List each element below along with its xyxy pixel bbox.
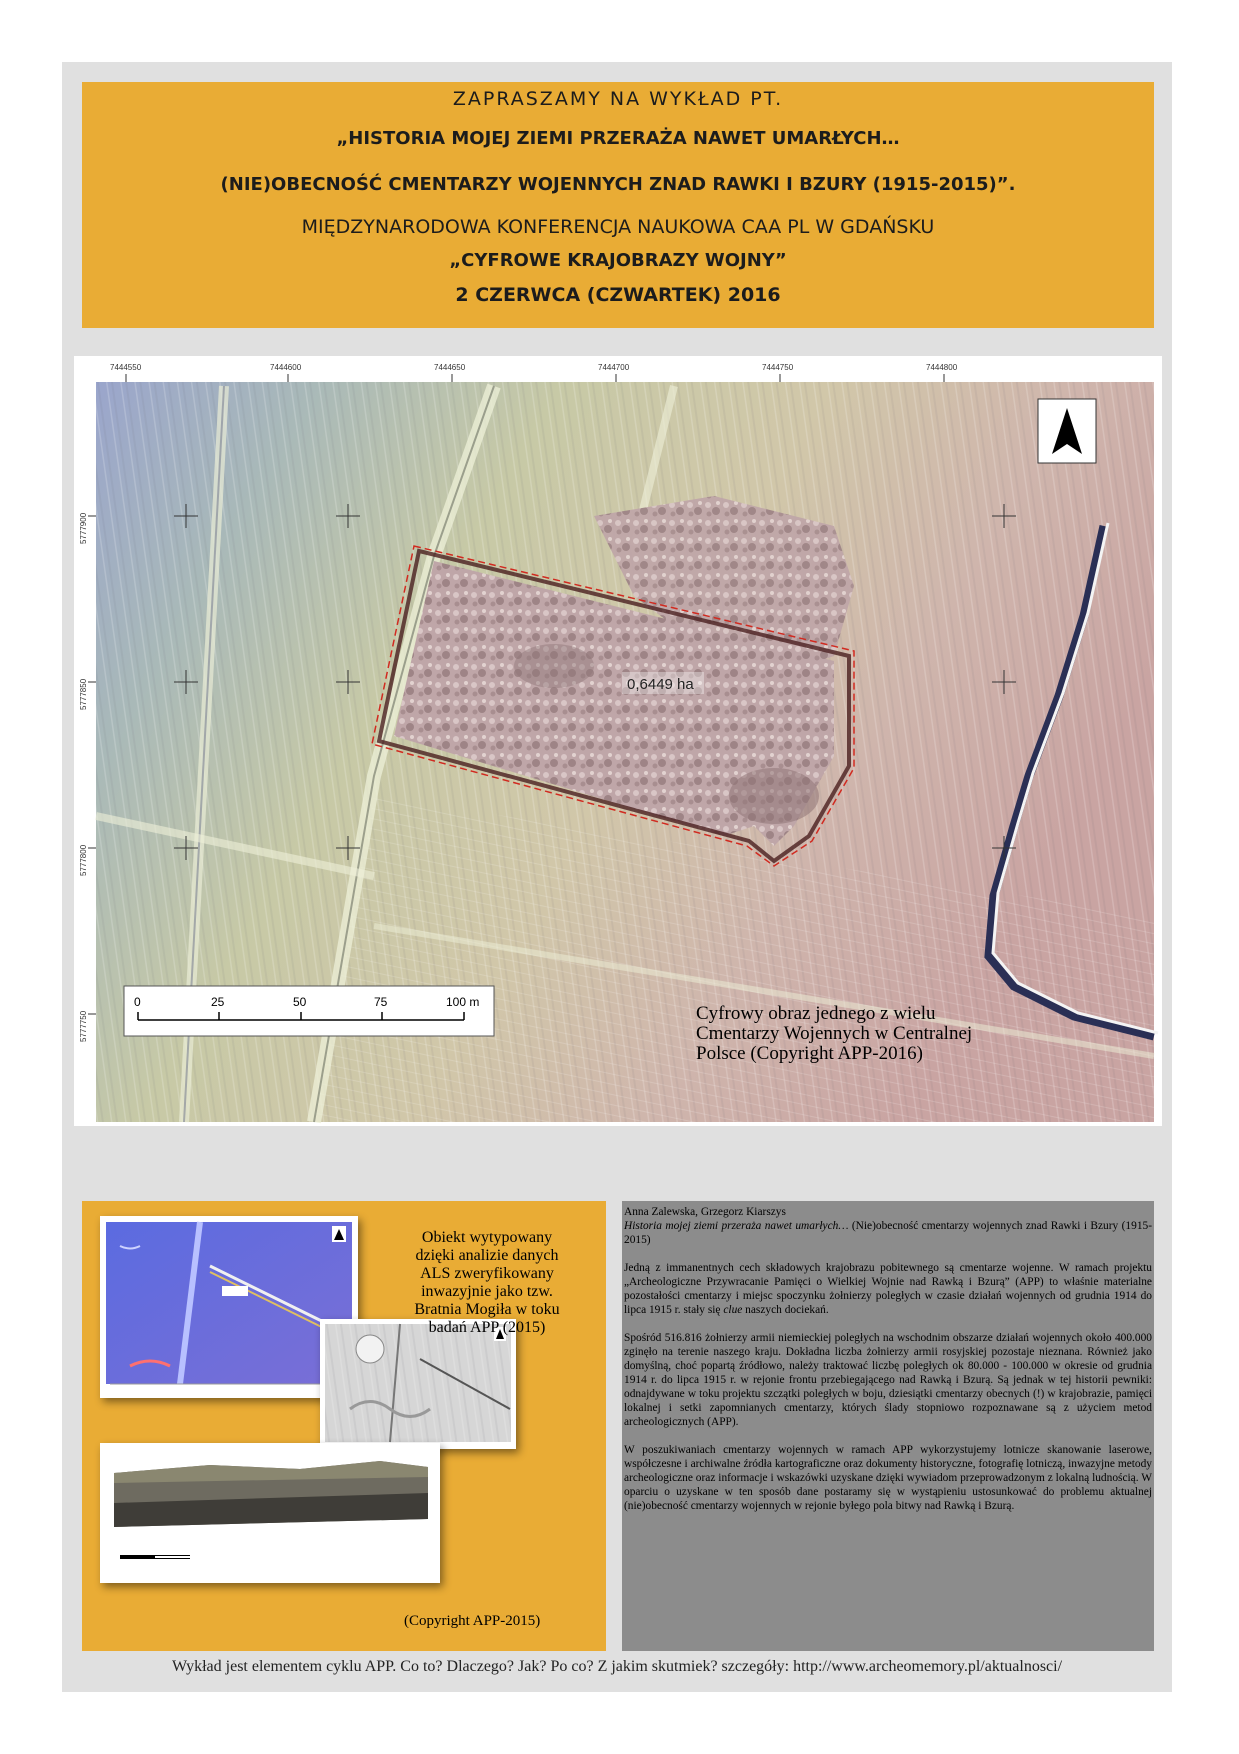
- conference-name: MIĘDZYNARODOWA KONFERENCJA NAUKOWA CAA PL W GDAŃSKU: [301, 216, 935, 238]
- map-caption: Cyfrowy obraz jednego z wielu Cmentarzy Wojennych w Centralnej Polsce (Copyright APP-2016): [696, 1003, 973, 1064]
- lecture-title-line1: „HISTORIA MOJEJ ZIEMI PRZERAŻA NAWET UMARŁYCH…: [336, 128, 900, 149]
- photo-panel: [82, 1201, 606, 1651]
- poster: [62, 62, 1172, 1692]
- article-paragraph-3: W poszukiwaniach cmentarzy wojennych w ramach APP wykorzystujemy lotnicze skanowanie laserowe, współczesne i archiwalne źródła kartograficzne oraz dokumenty historyczne, fotografię lotniczą, inwazyjne metody archeologiczne oraz informacje i wskazówki uzyskane dzięki wywiadom przeprowadzonym z lokalną ludnością. W oparciu o uzyskane w ten sposób dane postaramy się w wystąpieniu ustosunkować do problemu aktualnej (nie)obecność cmentarzy wojennych w rejonie byłego pola bitwy nad Rawką i Bzurą.: [624, 1444, 1152, 1512]
- x-tick-label: 7444550: [110, 363, 142, 372]
- x-tick-label: 7444700: [598, 363, 630, 372]
- event-date: 2 CZERWCA (CZWARTEK) 2016: [455, 284, 781, 306]
- panel-copyright: (Copyright APP-2015): [404, 1613, 541, 1629]
- scale-label: 100 m: [446, 995, 480, 1009]
- y-tick-label: 5777850: [79, 678, 88, 710]
- header-banner: [82, 82, 1154, 328]
- article-paragraph-1: Jedną z immanentnych cech składowych krajobrazu pobitewnego są cmentarze wojenne. W ramach projektu „Archeologiczne Przywracanie Pamięci o Wielkiej Wojnie nad Rawką i Bzurą” (APP) to właśnie materialne pozostałości cmentarzy i miejsc spoczynku żołnierzy poległych w czasie działań wojennych od grudnia 1914 do lipca 1915 r. stały się clue naszych dociekań.: [624, 1262, 1152, 1316]
- x-tick-label: 7444600: [270, 363, 302, 372]
- lidar-map: [74, 356, 1162, 1126]
- scale-bar: [124, 986, 494, 1036]
- y-tick-label: 5777800: [79, 844, 88, 876]
- article-text: [622, 1201, 1154, 1651]
- y-tick-label: 5777900: [79, 512, 88, 544]
- scale-label: 25: [211, 995, 225, 1009]
- x-tick-label: 7444650: [434, 363, 466, 372]
- y-tick-label: 5777750: [79, 1010, 88, 1042]
- scale-label: 50: [293, 995, 307, 1009]
- article-title-italic: Historia mojej ziemi przeraża nawet umarłych…: [624, 1220, 849, 1232]
- lecture-title-line2: (NIE)OBECNOŚĆ CMENTARZY WOJENNYCH ZNAD RAWKI I BZURY (1915-2015)”.: [220, 174, 1016, 195]
- panel-caption: Obiekt wytypowany dzięki analizie danych ALS zweryfikowany inwazyjnie jako tzw. Bratnia Mogiła w toku badań APP (2015): [414, 1229, 560, 1336]
- x-tick-label: 7444750: [762, 363, 794, 372]
- y-axis: [79, 512, 96, 1042]
- x-axis: [110, 363, 958, 382]
- area-label: 0,6449 ha: [627, 676, 694, 693]
- article-title: [624, 1219, 1152, 1247]
- article-authors: Anna Zalewska, Grzegorz Kiarszys: [624, 1206, 786, 1218]
- scale-label: 75: [374, 995, 388, 1009]
- footer-note: Wykład jest elementem cyklu APP. Co to? Dlaczego? Jak? Po co? Z jakim skutmiek? szczegóły: http://www.archeomemory.pl/aktualnosci/: [171, 1658, 1063, 1675]
- scale-label: 0: [134, 995, 141, 1009]
- greyscale-relief-image: [320, 1319, 516, 1449]
- article-paragraph-2: Spośród 516.816 żołnierzy armii niemieckiej poległych na wschodnim obszarze działań wojennych około 400.000 zginęło na terenie naszego kraju. Dokładna liczba żołnierzy armii rosyjskiej pozostaje nieznana. Również jako domyślną, choć popartą źródłowo, należy traktować liczbę poległych ok 80.000 - 100.000 w okresie od grudnia 1914 r. do lipca 1915 r. w rejonie frontu przebiegającego nad Rawką i Bzurą. Są jednak w tej historii pewniki: odnajdywane w toku projektu szczątki poległych w boju, dziesiątki cmentarzy obecnych (!) w krajobrazie, pamięci lokalnej i setki zapomnianych cmentarzy, których ślady stopniowo rozpoznawane są z użyciem metod archeologicznych (APP).: [624, 1332, 1152, 1428]
- conference-title: „CYFROWE KRAJOBRAZY WOJNY”: [449, 250, 787, 271]
- north-arrow-icon: [1038, 399, 1096, 463]
- x-tick-label: 7444800: [926, 363, 958, 372]
- excavation-photo: [100, 1443, 440, 1583]
- invite-line: ZAPRASZAMY NA WYKŁAD PT.: [452, 88, 784, 110]
- article-title-rest: (Nie)obecność cmentarzy wojennych znad Rawki i Bzury (1915-2015): [624, 1220, 1152, 1246]
